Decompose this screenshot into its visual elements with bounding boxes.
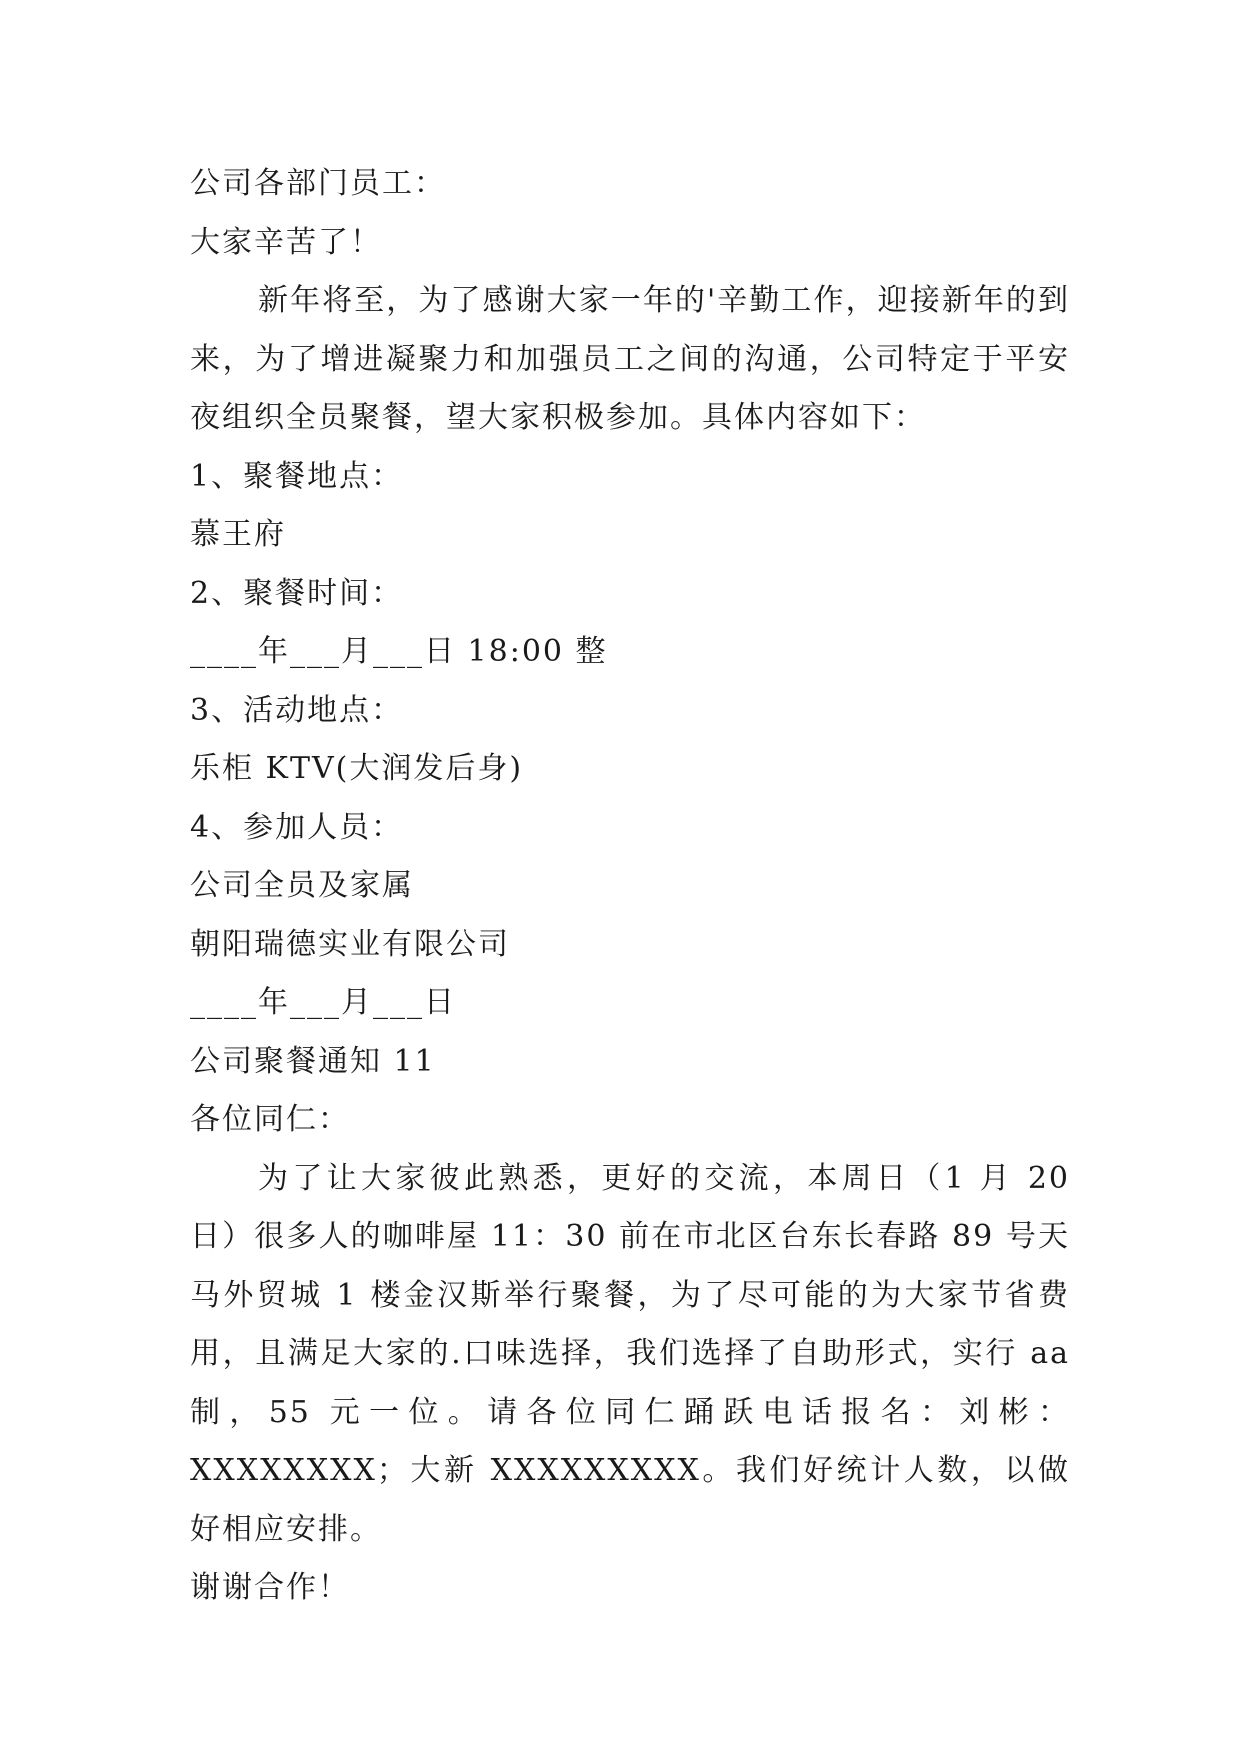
salutation-1: 公司各部门员工： xyxy=(190,166,446,201)
greeting-1: 大家辛苦了！ xyxy=(190,224,382,260)
signature-date: ____年___月___日 xyxy=(190,985,456,1020)
document-body xyxy=(190,155,1070,1618)
salutation-2: 各位同仁： xyxy=(190,1102,350,1137)
notice-2-title: 公司聚餐通知 11 xyxy=(190,1043,436,1079)
item-3-value: 乐柜 KTV(大润发后身) xyxy=(190,751,524,786)
body-paragraph-2: 为了让大家彼此熟悉，更好的交流，本周日（1 月 20 日）很多人的咖啡屋 11：30 前在市北区台东长春路 89 号天马外贸城 1 楼金汉斯举行聚餐，为了尽可能的为大家节省费用，且满足大家的.口味选择，我们选择了自助形式，实行 aa 制，55 元一位。请各位同仁踊跃电话报名：刘彬：XXXXXXXX；大新 XXXXXXXXX。我们好统计人数，以做好相应安排。 xyxy=(190,1160,1070,1547)
item-2-label: 2、聚餐时间： xyxy=(190,575,404,611)
item-1-label: 1、聚餐地点： xyxy=(190,458,404,494)
closing-thanks: 谢谢合作！ xyxy=(190,1570,350,1605)
item-4-label: 4、参加人员： xyxy=(190,809,404,845)
body-paragraph-1: 新年将至，为了感谢大家一年的'辛勤工作，迎接新年的到来，为了增进凝聚力和加强员工之间的沟通，公司特定于平安夜组织全员聚餐，望大家积极参加。具体内容如下： xyxy=(190,283,1070,435)
item-2-value: ____年___月___日 18:00 整 xyxy=(190,634,608,669)
company-name: 朝阳瑞德实业有限公司 xyxy=(190,926,510,962)
item-3-label: 3、活动地点： xyxy=(190,692,404,728)
item-4-value: 公司全员及家属 xyxy=(190,868,414,903)
item-1-value: 慕王府 xyxy=(190,517,286,552)
